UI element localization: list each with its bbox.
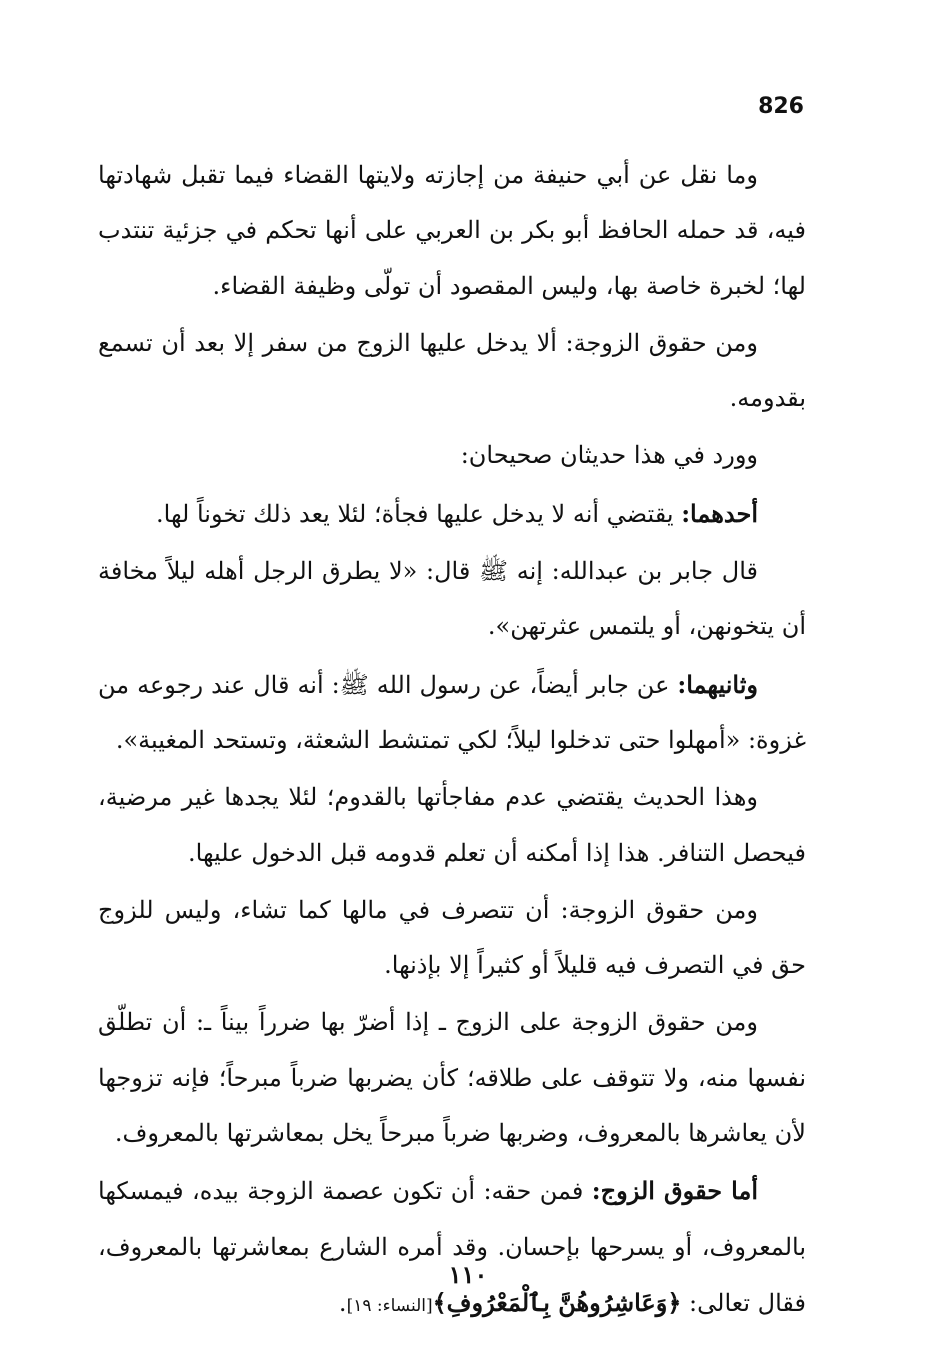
paragraph-text: عن جابر أيضاً، عن رسول الله ﷺ: أنه قال عند رجوعه من غزوة: «أمهلوا حتى تدخلوا ليلاً؛ لكي تمتشط الشعثة، وتستحد المغيبة». [98,670,806,754]
body-text [98,148,806,1334]
paragraph-text: ومن حقوق الزوجة: أن تتصرف في مالها كما تشاء، وليس للزوج حق في التصرف فيه قليلاً أو كثيراً إلا بإذنها. [98,895,806,980]
paragraph [98,1163,806,1334]
quran-verse: ﴿وَعَاشِرُوهُنَّ بِٱلْمَعْرُوفِ﴾ [432,1287,682,1317]
paragraph-text: ومن حقوق الزوجة: ألا يدخل عليها الزوج من سفر إلا بعد أن تسمع بقدومه. [98,328,806,413]
paragraph [98,995,806,1161]
paragraph-text: وما نقل عن أبي حنيفة من إجازته ولايتها القضاء فيما تقبل شهادتها فيه، قد حمله الحافظ أبو بكر بن العربي على أنها تحكم في جزئية تنتدب لها؛ لخبرة خاصة بها، وليس المقصود أن تولّى وظيفة القضاء. [98,161,806,300]
paragraph-text: قال جابر بن عبدالله: إنه ﷺ قال: «لا يطرق الرجل أهله ليلاً مخافة أن يتخونهن، أو يلتمس عثرتهن». [98,557,806,641]
paragraph-lead: أما حقوق الزوج: [591,1176,758,1206]
paragraph [98,428,806,483]
paragraph [98,657,806,769]
page-number-top: 826 [758,94,804,119]
paragraph-text: ومن حقوق الزوجة على الزوج ـ إذا أضرّ بها ضرراً بيناً ـ: أن تطلّق نفسها منه، ولا تتوقف على طلاقه؛ كأن يضربها ضرباً مبرحاً؛ فإنه تزوجها لأن يعاشرها بالمعروف، وضربها ضرباً مبرحاً يخل بمعاشرتها بالمعروف. [98,1008,806,1148]
paragraph [98,148,806,314]
paragraph [98,316,806,427]
paragraph-end: . [338,1288,347,1317]
paragraph [98,883,806,994]
paragraph-lead: أحدهما: [681,498,758,528]
page-number-bottom: ١١٠ [448,1260,488,1289]
paragraph-text: فمن حقه: أن تكون عصمة الزوجة بيده، فيمسكها بالمعروف، أو يسرحها بإحسان. وقد أمره الشارع بمعاشرتها بالمعروف، فقال تعالى: [98,1177,806,1317]
paragraph-text: وهذا الحديث يقتضي عدم مفاجأتها بالقدوم؛ لئلا يجدها غير مرضية، فيحصل التنافر. هذا إذا أمكنه أن تعلم قدومه قبل الدخول عليها. [98,783,806,867]
paragraph-text: يقتضي أنه لا يدخل عليها فجأة؛ لئلا يعد ذلك تخوناً لها. [156,499,682,528]
paragraph [98,486,806,542]
paragraph [98,544,806,655]
paragraph [98,770,806,881]
paragraph-lead: وثانيهما: [677,669,758,699]
paragraph-text: وورد في هذا حديثان صحيحان: [460,441,758,470]
verse-reference: [النساء: ١٩] [346,1295,433,1316]
